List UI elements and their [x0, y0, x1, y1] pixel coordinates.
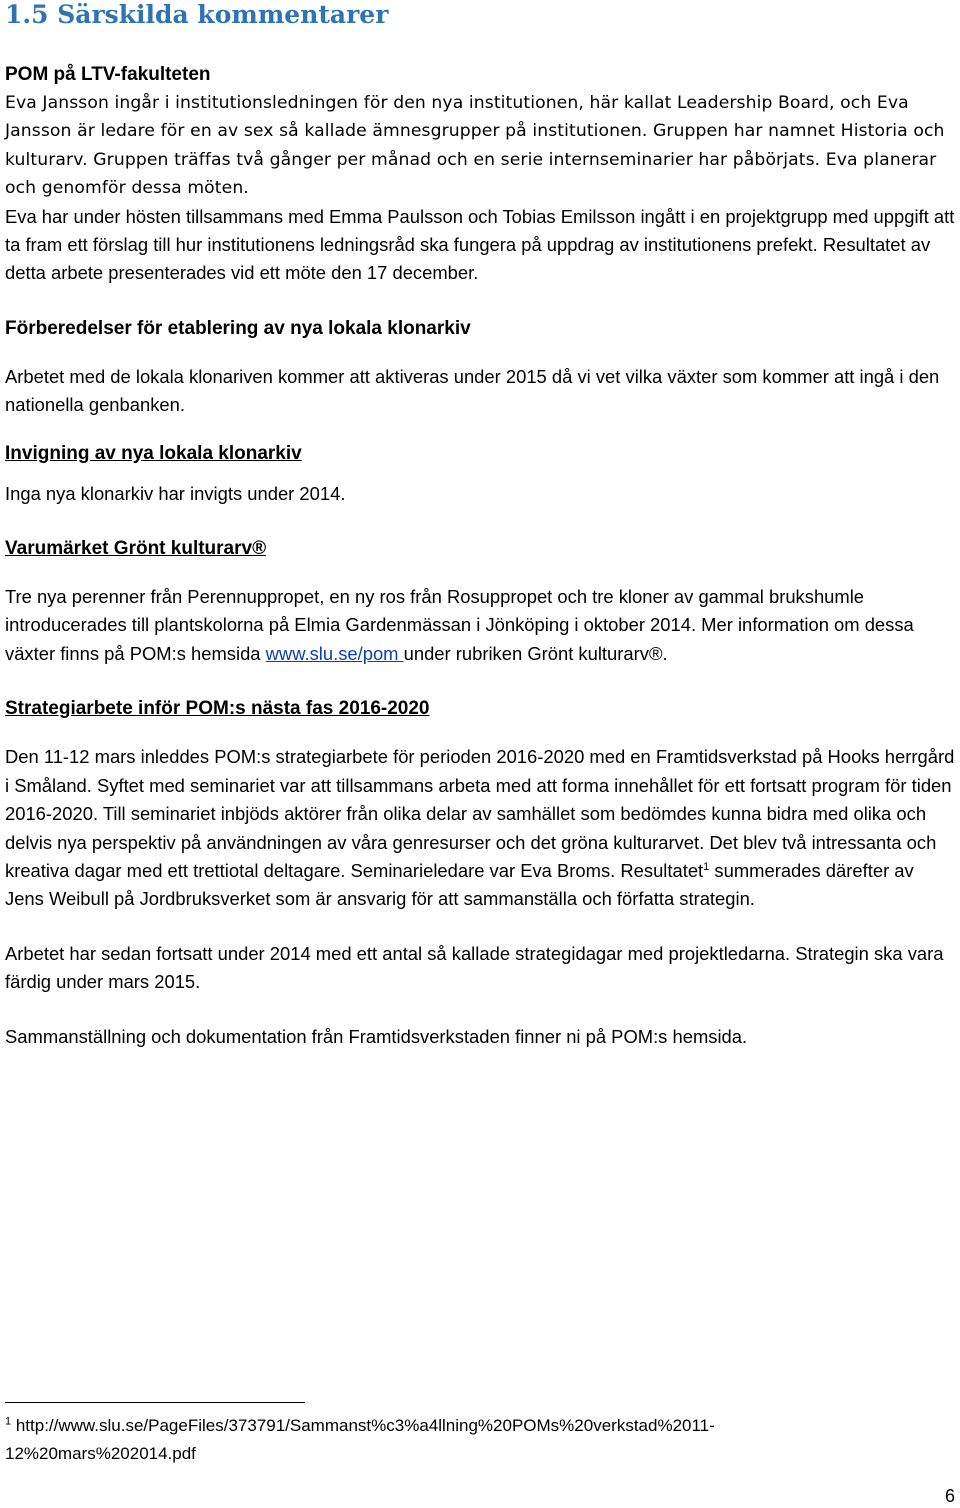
- strategi-paragraph-2: Arbetet har sedan fortsatt under 2014 med ett antal så kallade strategidagar med projektledarna. Strategin ska vara färdig under mars 2015.: [5, 942, 944, 993]
- section-strategi: [5, 695, 957, 1051]
- varumarket-text-start: Tre nya perenner från Perennuppropet, en ny ros från Rosuppropet och tre kloner av gammal brukshumle introducerades till plantskolorna på Elmia Gardenmässan i Jönköping i oktober 2014. Mer information om dessa växter finns på POM:s hemsida: [5, 586, 914, 664]
- varumarket-text-end: under rubriken Grönt kulturarv®.: [403, 642, 668, 664]
- section-forberedelser: [5, 315, 957, 420]
- strategi-title: Strategiarbete inför POM:s nästa fas 2016-2020: [5, 698, 430, 720]
- footnote-marker: 1: [5, 1415, 12, 1428]
- pom-paragraph-2: Eva har under hösten tillsammans med Emma Paulsson och Tobias Emilsson ingått i en projektgrupp med uppgift att ta fram ett förslag till hur institutionens ledningsråd ska fungera på uppdrag av institutionens prefekt. Resultatet av detta arbete presenterades vid ett möte den 17 december.: [5, 205, 955, 284]
- footnote-reference[interactable]: 1: [703, 860, 710, 873]
- pom-paragraph-1: Eva Jansson ingår i institutionsledningen för den nya institutionen, här kallat Leadership Board, och Eva Jansson är ledare för en av sex så kallade ämnesgrupper på institutionen. Gruppen har namnet Historia och kulturarv. Gruppen träffas två gånger per månad och en serie internseminarier har påbörjats. Eva planerar och genomför dessa möten.: [5, 93, 945, 199]
- pom-website-link[interactable]: www.slu.se/pom: [265, 642, 404, 664]
- invigning-title: Invigning av nya lokala klonarkiv: [5, 442, 302, 464]
- section-varumarket: [5, 535, 957, 668]
- section-heading: 1.5 Särskilda kommentarer: [5, 0, 389, 29]
- strategi-text-end: summerades därefter av Jens Weibull på Jordbruksverket som är ansvarig för att sammanställa och författa strategin.: [5, 859, 914, 910]
- footnote-url: http://www.slu.se/PageFiles/373791/Sammanst%c3%a4llning%20POMs%20verkstad%2011-12%20mars%202014.pdf: [5, 1416, 715, 1463]
- varumarket-paragraph: [5, 583, 957, 668]
- forberedelser-title: Förberedelser för etablering av nya lokala klonarkiv: [5, 317, 471, 339]
- invigning-paragraph: Inga nya klonarkiv har invigts under 2014.: [5, 482, 346, 504]
- page-number: 6: [944, 1486, 955, 1506]
- strategi-paragraph-1: [5, 743, 957, 913]
- footnote: [5, 1412, 905, 1468]
- pom-title: POM på LTV-fakulteten: [5, 64, 211, 85]
- document-page: [5, 0, 957, 1051]
- section-invigning: [5, 440, 957, 508]
- strategi-paragraph-3: Sammanställning och dokumentation från Framtidsverkstaden finner ni på POM:s hemsida.: [5, 1025, 748, 1047]
- forberedelser-paragraph: Arbetet med de lokala klonariven kommer att aktiveras under 2015 då vi vet vilka växter som kommer att ingå i den nationella genbanken.: [5, 365, 940, 416]
- section-pom: [5, 61, 957, 288]
- footnote-divider: [5, 1402, 305, 1403]
- varumarket-title: Varumärket Grönt kulturarv®: [5, 538, 267, 560]
- strategi-text-start: Den 11-12 mars inleddes POM:s strategiarbete för perioden 2016-2020 med en Framtidsverkstad på Hooks herrgård i Småland. Syftet med seminariet var att tillsammans arbeta med att forma innehållet för ett fortsatt program för tiden 2016-2020. Till seminariet inbjöds aktörer från olika delar av samhället som bedömdes kunna bidra med olika och delvis nya perspektiv på användningen av våra genresurser och det gröna kulturarvet. Det blev två intressanta och kreativa dagar med ett trettiotal deltagare. Seminarieledare var Eva Broms. Resultatet: [5, 746, 955, 881]
